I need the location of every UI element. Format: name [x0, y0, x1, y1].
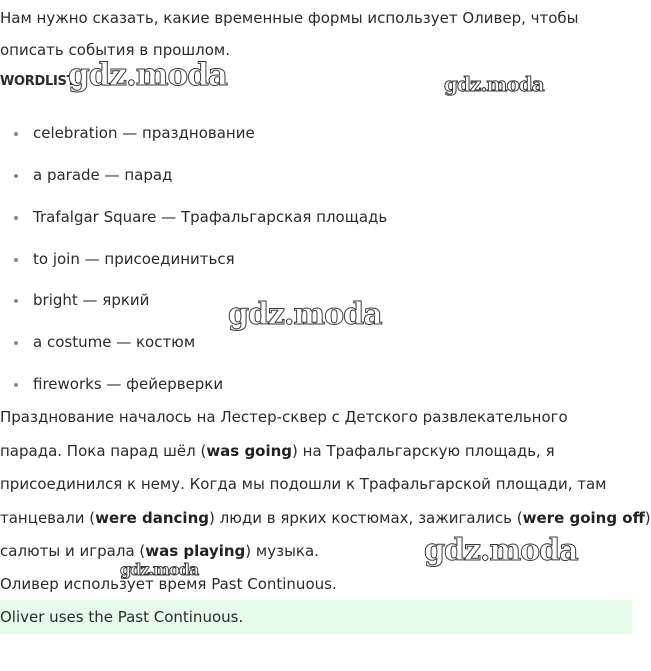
list-item: to join — присоединиться [14, 249, 235, 269]
list-item: bright — яркий [14, 290, 149, 310]
verb-highlight: was playing [145, 542, 246, 560]
list-item: a parade — парад [14, 165, 172, 185]
bullet-icon [14, 174, 18, 178]
bullet-icon [14, 299, 18, 303]
verb-highlight: was going [206, 442, 293, 460]
watermark: gdz.moda [228, 297, 382, 332]
watermark: gdz.moda [68, 57, 227, 93]
list-item: celebration — празднование [14, 123, 255, 143]
bullet-icon [14, 341, 18, 345]
paragraph-line-2: парада. Пока парад шёл (was going) на Трафальгарскую площадь, я [0, 442, 555, 460]
paragraph-line-5: салюты и играла (was playing) музыка. [0, 542, 319, 560]
intro-line-1: Нам нужно сказать, какие временные формы использует Оливер, чтобы [0, 9, 579, 27]
conclusion: Оливер использует время Past Continuous. [0, 575, 337, 593]
paragraph-line-1: Празднование началось на Лестер-сквер с Детского развлекательного [0, 408, 568, 426]
intro-line-2: описать события в прошлом. [0, 41, 231, 59]
watermark: gdz.moda [424, 533, 578, 568]
verb-highlight: were going off [522, 509, 645, 527]
watermark: gdz.moda [120, 560, 199, 579]
answer-box [0, 600, 632, 634]
paragraph-line-3: присоединился к нему. Когда мы подошли к Трафальгарской площади, там [0, 475, 607, 493]
list-item: fireworks — фейерверки [14, 374, 223, 394]
bullet-icon [14, 216, 18, 220]
bullet-icon [14, 132, 18, 136]
list-item: Trafalgar Square — Трафальгарская площадь [14, 207, 387, 227]
wordlist-heading: WORDLIST [0, 74, 76, 89]
paragraph-line-4: танцевали (were dancing) люди в ярких костюмах, зажигались (were going off) [0, 509, 651, 527]
verb-highlight: were dancing [95, 509, 209, 527]
list-item: a costume — костюм [14, 332, 195, 352]
answer-text: Oliver uses the Past Continuous. [0, 608, 244, 626]
watermark: gdz.moda [444, 72, 544, 96]
bullet-icon [14, 383, 18, 387]
bullet-icon [14, 258, 18, 262]
